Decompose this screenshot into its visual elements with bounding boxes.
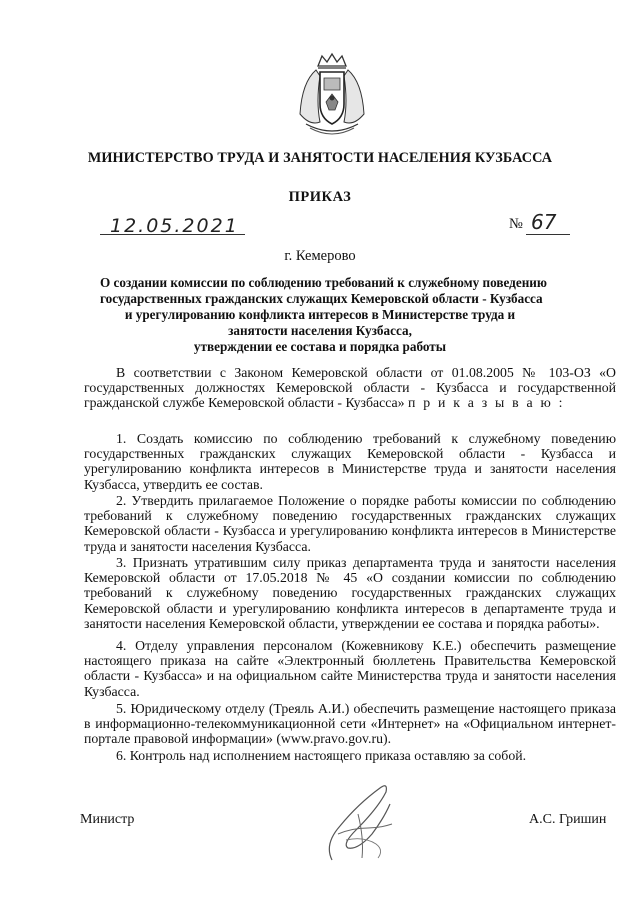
clause-text: 6. Контроль над исполнением настоящего приказа оставляю за собой. xyxy=(116,748,527,763)
order-date: 12.05.2021 xyxy=(110,215,239,237)
subject-line: О создании комиссии по соблюдению требований к служебному поведению xyxy=(100,275,547,290)
clause-text: 5. Юридическому отделу (Треяль А.И.) обеспечить размещение настоящего приказа в информационно-телекоммуникационной сети «Интернет» на «Официальном интернет-портале правовой информации» (www.pravo.gov.ru). xyxy=(84,701,616,747)
order-number: 67 xyxy=(531,210,557,234)
number-label: № xyxy=(509,216,523,232)
clause-1 xyxy=(84,431,616,492)
signatory-name: А.С. Гришин xyxy=(529,812,607,827)
subject-line: занятости населения Кузбасса, xyxy=(228,322,412,338)
clause-text: 1. Создать комиссию по соблюдению требований к служебному поведению государственных гражданских служащих Кемеровской области - Кузбасса и урегулированию конфликта интересов в Министерстве труда и занятости населения Кузбасса, утвердить ее состав. xyxy=(84,431,616,492)
preamble xyxy=(84,365,616,411)
order-action: п р и к а з ы в а ю : xyxy=(408,395,565,411)
order-subject xyxy=(100,275,547,355)
signature-icon xyxy=(318,774,402,870)
preamble-text: В соответствии с Законом Кемеровской области от 01.08.2005 № 103-ОЗ «О государственных должностях Кемеровской области - Кузбасса и государственной гражданской службе Кемеровской области - Кузбасса» xyxy=(84,365,616,411)
coat-of-arms-icon xyxy=(296,52,368,136)
clause-text: 2. Утвердить прилагаемое Положение о порядке работы комиссии по соблюдению требований к служебному поведению государственных гражданских служащих Кемеровской области - Кузбасса и урегулированию конфликта интересов в Министерстве труда и занятости населения Кузбасса. xyxy=(84,493,616,554)
city: г. Кемерово xyxy=(284,248,356,264)
clause-4 xyxy=(84,638,616,699)
signatory-position: Министр xyxy=(80,812,135,827)
clause-6 xyxy=(84,748,616,763)
clause-3 xyxy=(84,555,616,631)
document-type: ПРИКАЗ xyxy=(288,189,352,205)
date-underline xyxy=(100,234,245,235)
clause-5 xyxy=(84,701,616,747)
clause-text: 3. Признать утратившим силу приказ департамента труда и занятости населения Кемеровской области от 17.05.2018 № 45 «О создании комиссии по соблюдению требований к служебному поведению государственных гражданских служащих Кемеровской области и урегулированию конфликта интересов в департаменте труда и занятости населения Кемеровской области, утверждении ее состава и порядка работы». xyxy=(84,555,616,631)
ministry-name: МИНИСТЕРСТВО ТРУДА И ЗАНЯТОСТИ НАСЕЛЕНИЯ КУЗБАССА xyxy=(87,150,553,166)
subject-line: государственных гражданских служащих Кемеровской области - Кузбасса xyxy=(100,290,543,306)
subject-line: утверждении ее состава и порядка работы xyxy=(193,338,447,354)
subject-line: и урегулированию конфликта интересов в Министерстве труда и xyxy=(124,306,516,322)
number-underline xyxy=(526,234,570,235)
clause-text: 4. Отделу управления персоналом (Кожевникову К.Е.) обеспечить размещение настоящего приказа на сайте «Электронный бюллетень Правительства Кемеровской области - Кузбасса» и на официальном сайте Министерства труда и занятости населения Кузбасса. xyxy=(84,638,616,699)
clause-2 xyxy=(84,493,616,554)
